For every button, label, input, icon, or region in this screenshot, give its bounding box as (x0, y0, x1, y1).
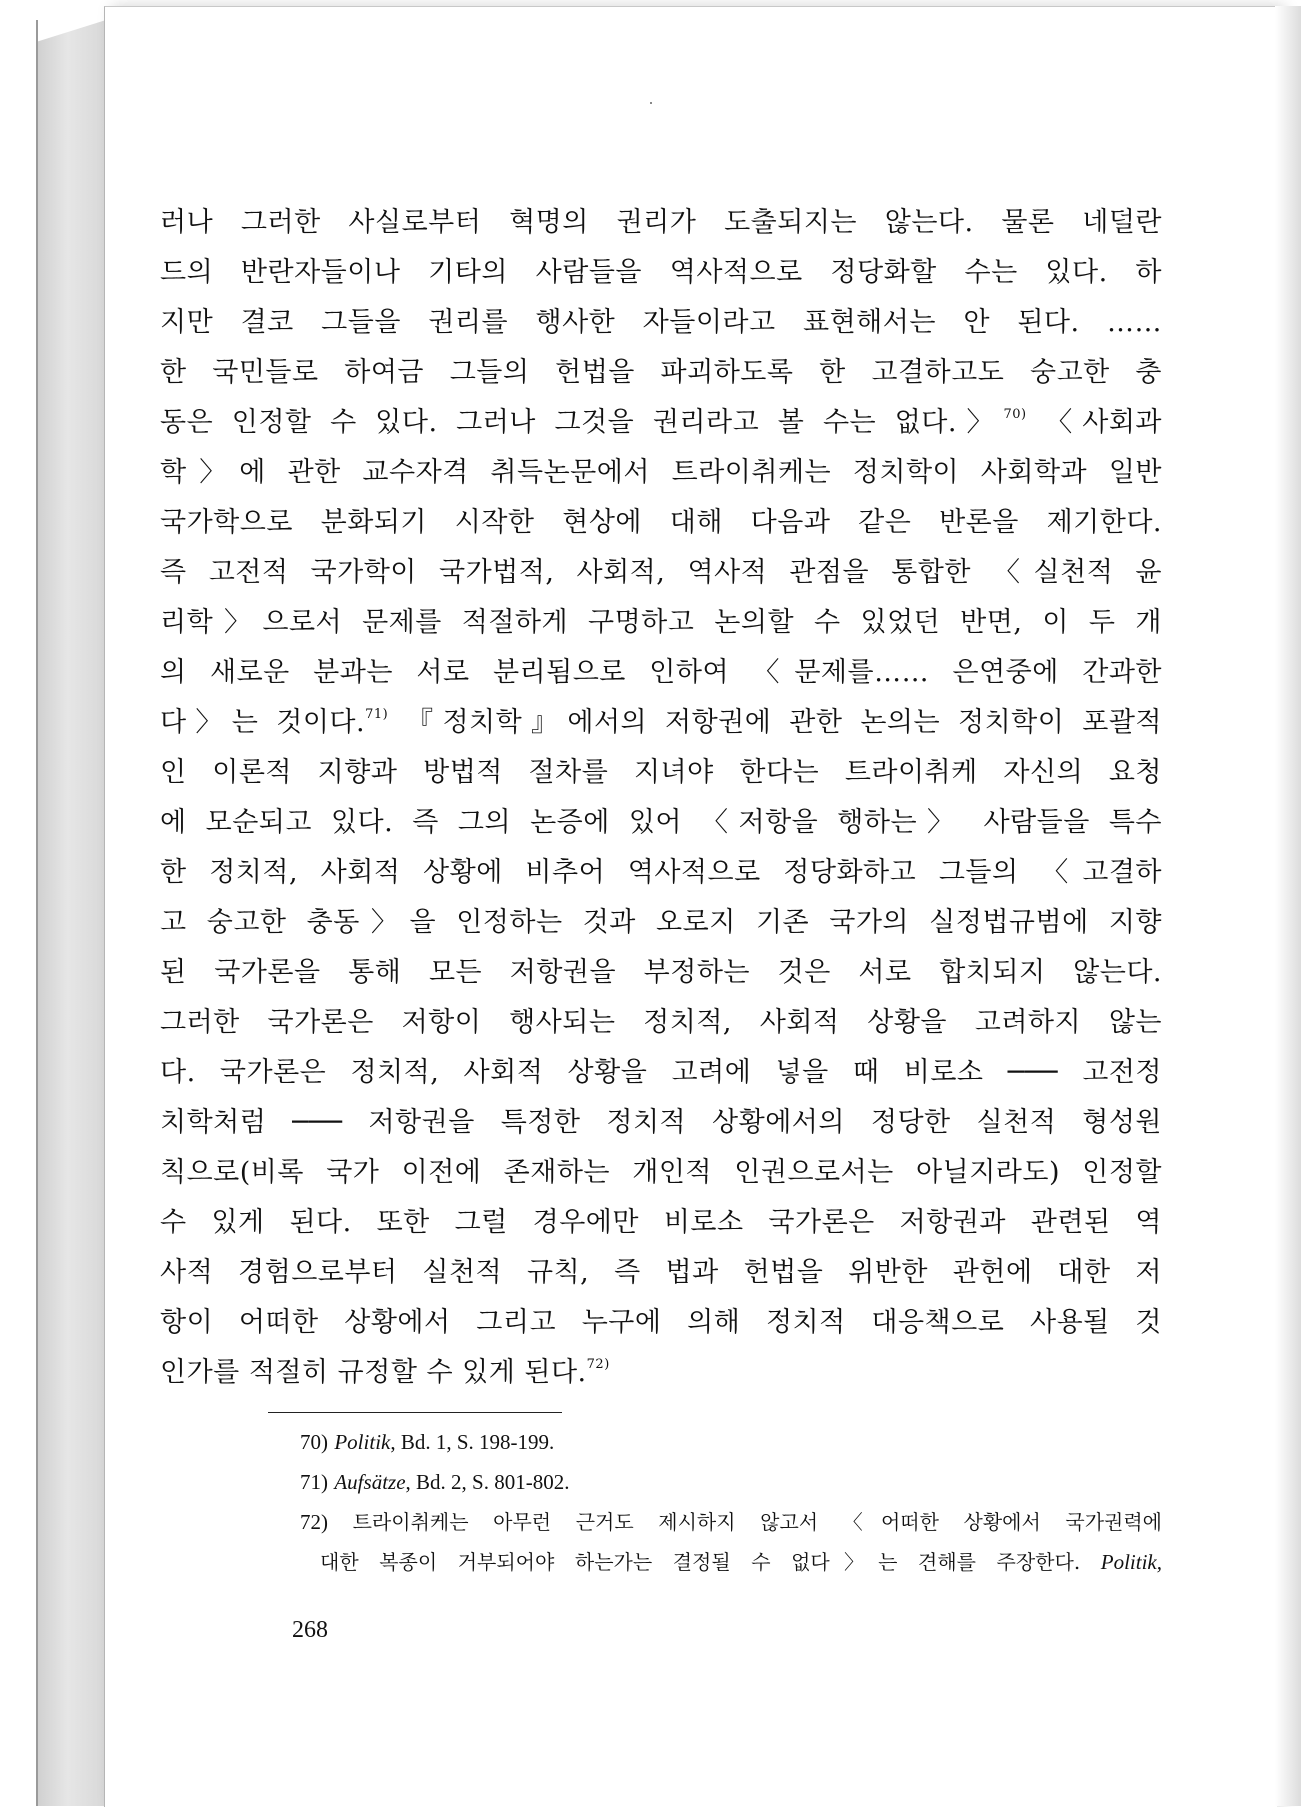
body-text (160, 198, 1162, 1398)
footnote-text: 대한 복종이 거부되어야 하는가는 결정될 수 없다〉는 견해를 주장한다. (320, 1550, 1081, 1574)
text-line: 한 정치적, 사회적 상황에 비추어 역사적으로 정당화하고 그들의 〈고결하 (160, 857, 1162, 888)
text-line: 칙으로(비록 국가 이전에 존재하는 개인적 인권으로서는 아닐지라도) 인정할 (160, 1157, 1162, 1188)
text-segment: 인가를 적절히 규정할 수 있게 된다. (160, 1357, 587, 1388)
text-line: 의 새로운 분과는 서로 분리됨으로 인하여 〈문제를…… 은연중에 간과한 (160, 657, 1162, 688)
text-line: 항이 어떠한 상황에서 그리고 누구에 의해 정치적 대응책으로 사용될 것 (160, 1307, 1162, 1338)
footnote-ref: 71) (365, 707, 389, 722)
footnote-number: 70) (300, 1430, 328, 1454)
footnote-70 (300, 1422, 1162, 1462)
text-line: 드의 반란자들이나 기타의 사람들을 역사적으로 정당화할 수는 있다. 하 (160, 257, 1162, 288)
text-segment: 다〉는 것이다. (160, 707, 366, 738)
text-line (160, 1348, 1162, 1398)
footnotes (300, 1422, 1162, 1582)
footnote-number: 72) (300, 1510, 328, 1534)
page-edge-shade (1275, 6, 1301, 1806)
text-line: 러나 그러한 사실로부터 혁명의 권리가 도출되지는 않는다. 물론 네덜란 (160, 207, 1162, 238)
footnote-ref: 72) (586, 1357, 610, 1372)
text-line: 치학처럼 ─── 저항권을 특정한 정치적 상황에서의 정당한 실천적 형성원 (160, 1107, 1162, 1138)
text-line: 사적 경험으로부터 실천적 규칙, 즉 법과 헌법을 위반한 관헌에 대한 저 (160, 1257, 1162, 1288)
text-segment: 동은 인정할 수 있다. 그러나 그것을 권리라고 볼 수는 없다.〉 (160, 407, 1004, 438)
footnote-citation: , Bd. 2, S. 801-802. (405, 1470, 570, 1494)
footnote-citation: , Bd. 1, S. 198-199. (390, 1430, 555, 1454)
footnote-72-line1 (300, 1502, 1162, 1542)
text-line (160, 698, 1162, 748)
text-line: 에 모순되고 있다. 즉 그의 논증에 있어 〈저항을 행하는〉 사람들을 특수 (160, 807, 1162, 838)
footnote-title: Aufsätze (334, 1470, 406, 1494)
spine-edge (36, 20, 38, 1806)
text-line: 리학〉으로서 문제를 적절하게 구명하고 논의할 수 있었던 반면, 이 두 개 (160, 607, 1162, 638)
footnote-title: Politik, (1100, 1550, 1162, 1574)
text-line: 학〉에 관한 교수자격 취득논문에서 트라이취케는 정치학이 사회학과 일반 (160, 457, 1162, 488)
text-line: 한 국민들로 하여금 그들의 헌법을 파괴하도록 한 고결하고도 숭고한 충 (160, 357, 1162, 388)
text-line: 그러한 국가론은 저항이 행사되는 정치적, 사회적 상황을 고려하지 않는 (160, 1007, 1162, 1038)
footnote-ref: 70) (1003, 407, 1027, 422)
text-segment: 『정치학』에서의 저항권에 관한 논의는 정치학이 포괄적 (388, 707, 1162, 738)
text-line: 다. 국가론은 정치적, 사회적 상황을 고려에 넣을 때 비로소 ─── 고전정 (160, 1057, 1162, 1088)
text-line: 지만 결코 그들을 권리를 행사한 자들이라고 표현해서는 안 된다. …… (160, 307, 1162, 338)
text-segment: 〈사회과 (1026, 407, 1162, 438)
text-line: 고 숭고한 충동〉을 인정하는 것과 오로지 기존 국가의 실정법규범에 지향 (160, 907, 1162, 938)
footnote-rule (268, 1412, 562, 1413)
footnote-number: 71) (300, 1470, 328, 1494)
footnote-72-line2 (300, 1542, 1162, 1582)
text-line (160, 398, 1162, 448)
book-spine (36, 20, 106, 1806)
footnote-71 (300, 1462, 1162, 1502)
text-line: 수 있게 된다. 또한 그럴 경우에만 비로소 국가론은 저항권과 관련된 역 (160, 1207, 1162, 1238)
footnote-title: Politik (334, 1430, 391, 1454)
text-line: 국가학으로 분화되기 시작한 현상에 대해 다음과 같은 반론을 제기한다. (160, 507, 1162, 538)
text-line: 즉 고전적 국가학이 국가법적, 사회적, 역사적 관점을 통합한 〈실천적 윤 (160, 557, 1162, 588)
text-line: 인 이론적 지향과 방법적 절차를 지녀야 한다는 트라이취케 자신의 요청 (160, 757, 1162, 788)
text-line: 된 국가론을 통해 모든 저항권을 부정하는 것은 서로 합치되지 않는다. (160, 957, 1162, 988)
print-speck (650, 102, 652, 104)
page-number: 268 (292, 1617, 328, 1643)
footnote-text: 트라이취케는 아무런 근거도 제시하지 않고서 〈어떠한 상황에서 국가권력에 (352, 1510, 1163, 1534)
